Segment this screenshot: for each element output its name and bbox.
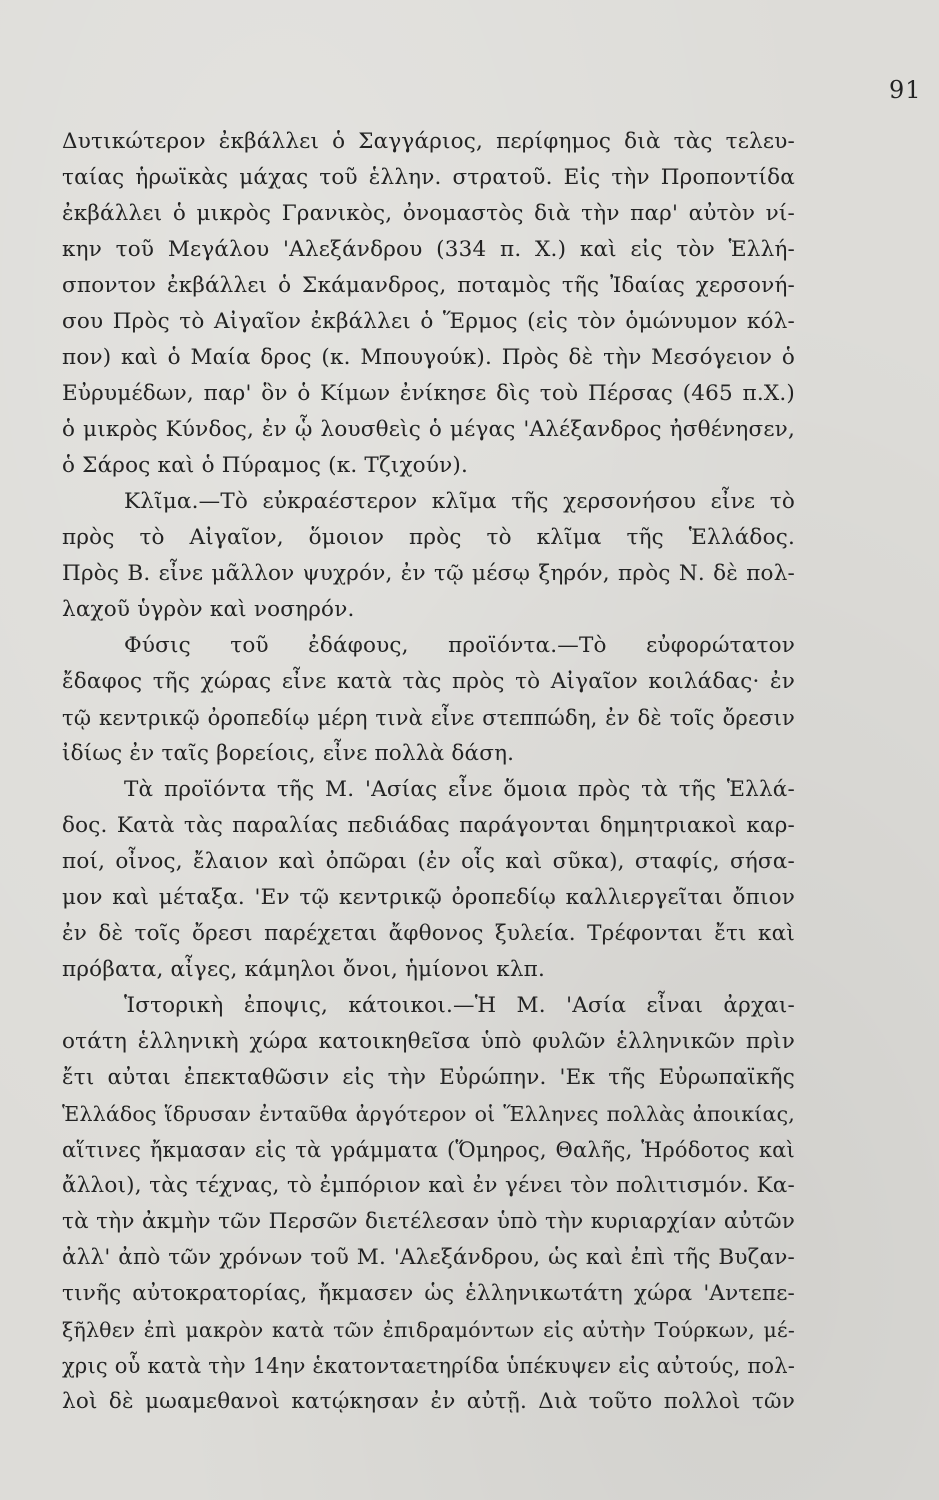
text-line: ἐν δὲ τοῖς ὄρεσι παρέχεται ἄφθονος ξυλεία. Τρέφονται ἔτι καὶ (62, 921, 795, 946)
text-line: ξῆλθεν ἐπὶ μακρὸν κατὰ τῶν ἐπιδραμόντων εἰς αὐτὴν Τούρκων, μέ- (62, 1318, 795, 1342)
page-number: 91 (889, 76, 922, 104)
text-line: οτάτη ἑλληνικὴ χώρα κατοικηθεῖσα ὑπὸ φυλῶν ἑλληνικῶν πρὶν (62, 1029, 795, 1054)
text-line: ἰδίως ἐν ταῖς βορείοις, εἶνε πολλὰ δάση. (62, 741, 515, 766)
text-line: πον) καὶ ὁ Μαία δρος (κ. Μπουγούκ). Πρὸς δὲ τὴν Μεσόγειον ὁ (62, 345, 795, 370)
text-line: δος. Κατὰ τὰς παραλίας πεδιάδας παράγονται δημητριακοὶ καρ- (62, 813, 795, 838)
text-line: τῷ κεντρικῷ ὀροπεδίῳ μέρη τινὰ εἶνε στεππώδη, ἐν δὲ τοῖς ὄρεσιν (62, 706, 795, 730)
text-line: ἀλλ' ἀπὸ τῶν χρόνων τοῦ Μ. 'Αλεξάνδρου, ὡς καὶ ἐπὶ τῆς Βυζαν- (62, 1245, 795, 1270)
section-heading-history: Ἱστορικὴ ἐποψις, κάτοικοι.—Ἡ Μ. 'Ασία εἶναι ἀρχαι- (124, 993, 795, 1018)
text-line: ἄλλοι), τὰς τέχνας, τὸ ἐμπόριον καὶ ἐν γένει τὸν πολιτισμόν. Κα- (62, 1173, 795, 1198)
text-line: χρις οὗ κατὰ τὴν 14ην ἑκατονταετηρίδα ὑπέκυψεν εἰς αὐτούς, πολ- (62, 1354, 795, 1378)
body-text (62, 124, 795, 1420)
text-line: ὁ Σάρος καὶ ὁ Πύραμος (κ. Τζιχούν). (62, 453, 468, 478)
text-line: ἔτι αὐται ἐπεκταθῶσιν εἰς τὴν Εὐρώπην. 'Εκ τῆς Εὐρωπαϊκῆς (62, 1065, 795, 1090)
text-line: Δυτικώτερον ἐκβάλλει ὁ Σαγγάριος, περίφημος διὰ τὰς τελευ- (62, 129, 795, 154)
text-line: Πρὸς Β. εἶνε μᾶλλον ψυχρόν, ἐν τῷ μέσῳ ξηρόν, πρὸς Ν. δὲ πολ- (62, 561, 795, 586)
text-line: ταίας ἡρωϊκὰς μάχας τοῦ ἑλλην. στρατοῦ. Εἰς τὴν Προποντίδα (62, 165, 795, 190)
section-heading-soil: Φύσις τοῦ ἐδάφους, προϊόντα.—Τὸ εὐφορώτατον (124, 633, 795, 658)
text-line: σου Πρὸς τὸ Αἰγαῖον ἐκβάλλει ὁ Ἕρμος (εἰς τὸν ὁμώνυμον κόλ- (62, 309, 795, 334)
text-line: Τὰ προϊόντα τῆς Μ. 'Ασίας εἶνε ὅμοια πρὸς τὰ τῆς Ἑλλά- (124, 777, 795, 802)
text-line: ποί, οἶνος, ἔλαιον καὶ ὀπῶραι (ἐν οἷς καὶ σῦκα), σταφίς, σήσα- (62, 849, 795, 874)
text-line: Ἑλλάδος ἵδρυσαν ἐνταῦθα ἀργότερον οἱ Ἕλληνες πολλὰς ἀποικίας, (62, 1102, 795, 1126)
text-line: σποντον ἐκβάλλει ὁ Σκάμανδρος, ποταμὸς τῆς Ἰδαίας χερσονή- (62, 273, 795, 298)
text-line: πρόβατα, αἶγες, κάμηλοι ὄνοι, ἡμίονοι κλπ. (62, 957, 546, 982)
text-line: ἐκβάλλει ὁ μικρὸς Γρανικὸς, ὀνομαστὸς διὰ τὴν παρ' αὐτὸν νί- (62, 201, 795, 226)
text-line: τινῆς αὐτοκρατορίας, ἤκμασεν ὡς ἑλληνικωτάτη χώρα 'Αντεπε- (62, 1281, 795, 1306)
text-line: ὁ μικρὸς Κύνδος, ἐν ᾧ λουσθεὶς ὁ μέγας 'Αλέξανδρος ἠσθένησεν, (62, 417, 795, 442)
text-line: λαχοῦ ὑγρὸν καὶ νοσηρόν. (62, 597, 355, 622)
text-line: τὰ τὴν ἀκμὴν τῶν Περσῶν διετέλεσαν ὑπὸ τὴν κυριαρχίαν αὐτῶν (62, 1209, 795, 1234)
text-line: ἔδαφος τῆς χώρας εἶνε κατὰ τὰς πρὸς τὸ Αἰγαῖον κοιλάδας· ἐν (62, 669, 795, 694)
text-line: μον καὶ μέταξα. 'Εν τῷ κεντρικῷ ὀροπεδίῳ καλλιεργεῖται ὄπιον (62, 885, 795, 910)
text-line: Εὐρυμέδων, παρ' ὃν ὁ Κίμων ἐνίκησε δὶς τοὺ Πέρσας (465 π.Χ.) (62, 381, 795, 406)
text-line: κην τοῦ Μεγάλου 'Αλεξάνδρου (334 π. Χ.) καὶ εἰς τὸν Ἑλλή- (62, 237, 795, 262)
text-line: αἵτινες ἤκμασαν εἰς τὰ γράμματα (Ὅμηρος, Θαλῆς, Ἡρόδοτος καὶ (62, 1138, 795, 1162)
section-heading-climate: Κλῖμα.—Τὸ εὐκραέστερον κλῖμα τῆς χερσονήσου εἶνε τὸ (124, 489, 795, 514)
text-line: λοὶ δὲ μωαμεθανοὶ κατῴκησαν ἐν αὐτῇ. Διὰ τοῦτο πολλοὶ τῶν (62, 1389, 795, 1414)
text-line: πρὸς τὸ Αἰγαῖον, ὅμοιον πρὸς τὸ κλῖμα τῆς Ἑλλάδος. (62, 525, 795, 550)
